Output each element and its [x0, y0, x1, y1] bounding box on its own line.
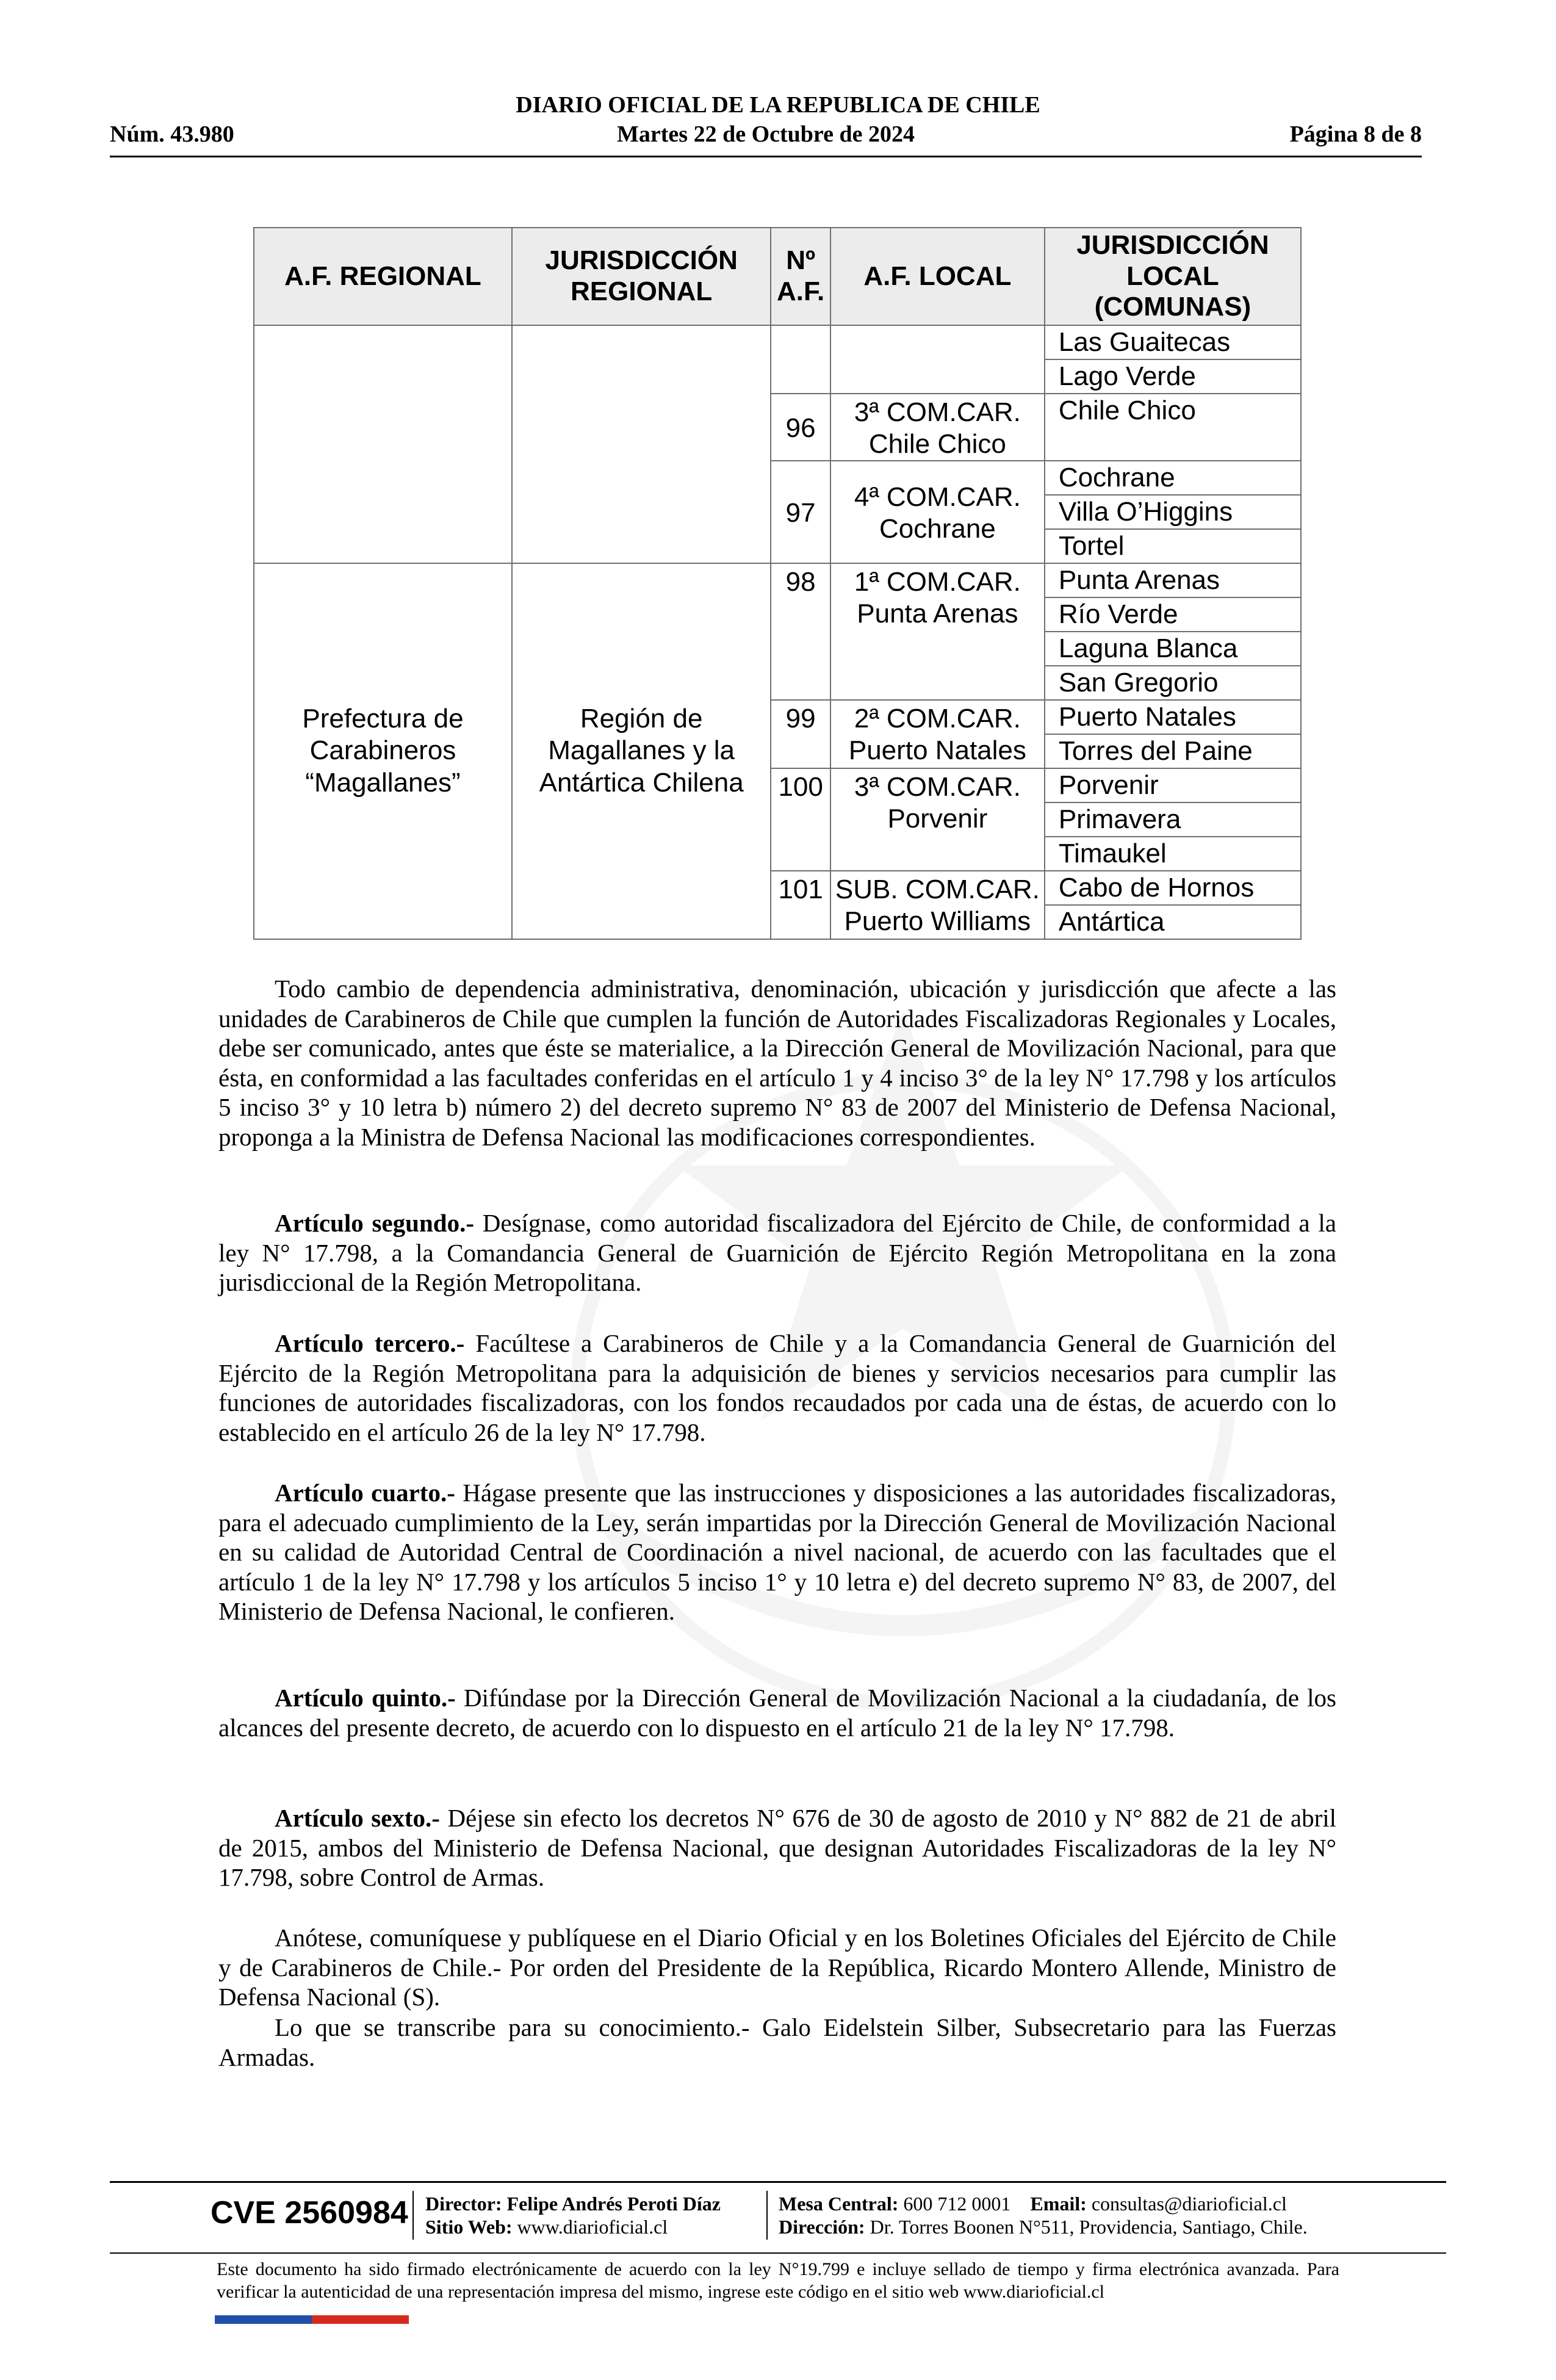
signature-note: Este documento ha sido firmado electrónicamente de acuerdo con la ley N°19.799 e incluye sellado de tiempo y firma electrónica avanzada. Para verificar la autenticidad de una representación impresa del mismo, ingrese este código en el sitio web www.diarioficial.cl — [217, 2259, 1339, 2302]
transcription-text: Lo que se transcribe para su conocimiento.- Galo Eidelstein Silber, Subsecretario para las Fuerzas Armadas. — [218, 2013, 1336, 2071]
article-title: Artículo cuarto.- — [275, 1479, 455, 1507]
unit-number — [771, 700, 830, 768]
web-label: Sitio Web: — [425, 2216, 513, 2238]
blank-regional-cell — [254, 325, 512, 563]
comuna-cell: Antártica — [1045, 905, 1301, 939]
unit-number-text: 96 — [785, 413, 816, 443]
flag-red-segment — [312, 2315, 409, 2324]
footer-bottom-rule — [110, 2252, 1446, 2254]
unit-name — [830, 461, 1045, 563]
article-title: Artículo tercero.- — [275, 1329, 465, 1357]
comuna-cell: Lago Verde — [1045, 359, 1301, 394]
table-header-row — [254, 228, 1301, 325]
comuna-cell: Río Verde — [1045, 597, 1301, 632]
header-jurisdiccion-local: JURISDICCIÓN LOCAL (COMUNAS) — [1045, 228, 1301, 325]
footer-divider — [766, 2191, 768, 2240]
email-link[interactable]: consultas@diarioficial.cl — [1091, 2193, 1287, 2215]
blank-num-cell — [771, 325, 830, 394]
header-rule — [110, 156, 1422, 157]
issue-number: Núm. 43.980 — [110, 121, 234, 147]
blank-jurisdiction-cell — [512, 325, 771, 563]
article-sixth — [218, 1803, 1336, 1892]
footer-director — [425, 2192, 721, 2238]
af-table — [253, 227, 1302, 940]
address-text: Dr. Torres Boonen N°511, Providencia, Santiago, Chile. — [870, 2216, 1308, 2238]
closing-text: Anótese, comuníquese y publíquese en el Diario Oficial y en los Boletines Oficiales del Ejército de Chile y de Carabineros de Chile.- Por orden del Presidente de la República, Ricardo Montero Allende, Ministro de Defensa Nacional (S). — [218, 1924, 1336, 2011]
comuna-cell: Punta Arenas — [1045, 563, 1301, 597]
unit-name-text: 3ª COM.CAR. Porvenir — [854, 771, 1021, 834]
unit-number-text: 99 — [785, 703, 816, 734]
unit-name-text: 1ª COM.CAR. Punta Arenas — [854, 566, 1021, 629]
header-af-local: A.F. LOCAL — [830, 228, 1045, 325]
article-title: Artículo quinto.- — [275, 1684, 456, 1712]
comuna-cell: Villa O’Higgins — [1045, 495, 1301, 529]
article-second — [218, 1208, 1336, 1297]
cve-code: CVE 2560984 — [211, 2195, 408, 2230]
article-third — [218, 1329, 1336, 1447]
paragraph-text: Todo cambio de dependencia administrativa, denominación, ubicación y jurisdicción que afecte a las unidades de Carabineros de Chile que cumplen la función de Autoridades Fiscalizadoras Regionales y Locales, debe ser comunicado, antes que éste se materialice, a la Dirección General de Movilización Nacional, para que ésta, en conformidad a las facultades conferidas en el artículo 1 y 4 inciso 3° de la ley N° 17.798 y los artículos 5 inciso 3° y 10 letra b) número 2) del decreto supremo N° 83 de 2007 del Ministerio de Defensa Nacional, proponga a la Ministra de Defensa Nacional las modificaciones correspondientes. — [218, 975, 1336, 1151]
comuna-cell: Cochrane — [1045, 461, 1301, 495]
comuna-cell: Chile Chico — [1045, 394, 1301, 461]
unit-name — [830, 394, 1045, 461]
transcription-paragraph — [218, 2013, 1336, 2072]
unit-number-text: 100 — [778, 771, 823, 802]
comuna-cell: Timaukel — [1045, 837, 1301, 871]
blank-local-cell — [830, 325, 1045, 394]
unit-name-text: 4ª COM.CAR. Cochrane — [854, 481, 1021, 544]
article-title: Artículo sexto.- — [275, 1804, 440, 1832]
article-fourth — [218, 1478, 1336, 1626]
comuna-cell: Laguna Blanca — [1045, 632, 1301, 666]
director-name: Felipe Andrés Peroti Díaz — [506, 2193, 721, 2215]
header-jurisdiccion-regional: JURISDICCIÓN REGIONAL — [512, 228, 771, 325]
unit-name — [830, 563, 1045, 700]
closing-paragraph — [218, 1923, 1336, 2012]
footer-rule — [110, 2181, 1446, 2183]
article-text: Facúltese a Carabineros de Chile y a la Comandancia General de Guarnición del Ejército de la Región Metropolitana para la adquisición de bienes y servicios necesarios para cumplir las funciones de autoridades fiscalizadoras, con los fondos recaudados por cada una de éstas, de acuerdo con lo establecido en el artículo 26 de la ley N° 17.798. — [218, 1329, 1336, 1446]
comuna-cell: San Gregorio — [1045, 666, 1301, 700]
director-label: Director: — [425, 2193, 502, 2215]
unit-number — [771, 768, 830, 871]
header-af-regional: A.F. REGIONAL — [254, 228, 512, 325]
comuna-cell: Porvenir — [1045, 768, 1301, 802]
mesa-label: Mesa Central: — [779, 2193, 899, 2215]
publication-title: DIARIO OFICIAL DE LA REPUBLICA DE CHILE — [516, 92, 1040, 118]
unit-name — [830, 700, 1045, 768]
article-text: Déjese sin efecto los decretos N° 676 de 30 de agosto de 2010 y N° 882 de 21 de abril de 2015, ambos del Ministerio de Defensa Nacional, que designan Autoridades Fiscalizadoras de la ley N° 17.798, sobre Control de Armas. — [218, 1804, 1336, 1892]
unit-name — [830, 871, 1045, 939]
header-row — [110, 121, 1422, 150]
header-num-af: Nº A.F. — [771, 228, 830, 325]
region-cell: Región de Magallanes y la Antártica Chilena — [512, 563, 771, 939]
footer-contact — [779, 2192, 1308, 2238]
article-text: Desígnase, como autoridad fiscalizadora del Ejército de Chile, de conformidad a la ley N° 17.798, a la Comandancia General de Guarnición de Ejército Región Metropolitana en la zona jurisdiccional de la Región Metropolitana. — [218, 1209, 1336, 1297]
flag-bar — [215, 2315, 409, 2324]
email-label: Email: — [1030, 2193, 1087, 2215]
article-text: Hágase presente que las instrucciones y disposiciones a las autoridades fiscalizadoras, para el adecuado cumplimiento de la Ley, serán impartidas por la Dirección General de Movilización Nacional en su calidad de Autoridad Central de Coordinación a nivel nacional, de acuerdo con las facultades que el artículo 1 de la ley N° 17.798 y los artículos 5 inciso 1° y 10 letra e) del decreto supremo N° 83, de 2007, del Ministerio de Defensa Nacional, le confieren. — [218, 1479, 1337, 1626]
comuna-cell: Cabo de Hornos — [1045, 871, 1301, 905]
unit-number — [771, 871, 830, 939]
unit-number — [771, 461, 830, 563]
comuna-cell: Torres del Paine — [1045, 734, 1301, 768]
comuna-cell: Tortel — [1045, 529, 1301, 563]
unit-name — [830, 768, 1045, 871]
unit-name-text: SUB. COM.CAR. Puerto Williams — [835, 874, 1040, 936]
unit-number-text: 98 — [785, 566, 816, 597]
unit-number-text: 101 — [778, 874, 823, 904]
prefectura-cell: Prefectura de Carabineros “Magallanes” — [254, 563, 512, 939]
comuna-cell: Primavera — [1045, 802, 1301, 837]
unit-number-text: 97 — [785, 497, 816, 528]
article-text: Difúndase por la Dirección General de Movilización Nacional a la ciudadanía, de los alcances del presente decreto, de acuerdo con lo dispuesto en el artículo 21 de la ley N° 17.798. — [218, 1684, 1336, 1742]
address-label: Dirección: — [779, 2216, 865, 2238]
page-number: Página 8 de 8 — [1289, 121, 1422, 147]
unit-number — [771, 563, 830, 700]
article-title: Artículo segundo.- — [275, 1209, 474, 1237]
footer-divider — [412, 2191, 414, 2240]
unit-name-text: 2ª COM.CAR. Puerto Natales — [848, 703, 1026, 765]
comuna-cell: Puerto Natales — [1045, 700, 1301, 734]
issue-date: Martes 22 de Octubre de 2024 — [617, 121, 915, 147]
flag-blue-segment — [215, 2315, 312, 2324]
comuna-cell: Las Guaitecas — [1045, 325, 1301, 359]
web-link[interactable]: www.diarioficial.cl — [517, 2216, 668, 2238]
unit-number — [771, 394, 830, 461]
paragraph-dependency-changes — [218, 974, 1336, 1152]
mesa-number: 600 712 0001 — [903, 2193, 1011, 2215]
article-fifth — [218, 1683, 1336, 1742]
unit-name-text: 3ª COM.CAR. Chile Chico — [854, 397, 1021, 459]
